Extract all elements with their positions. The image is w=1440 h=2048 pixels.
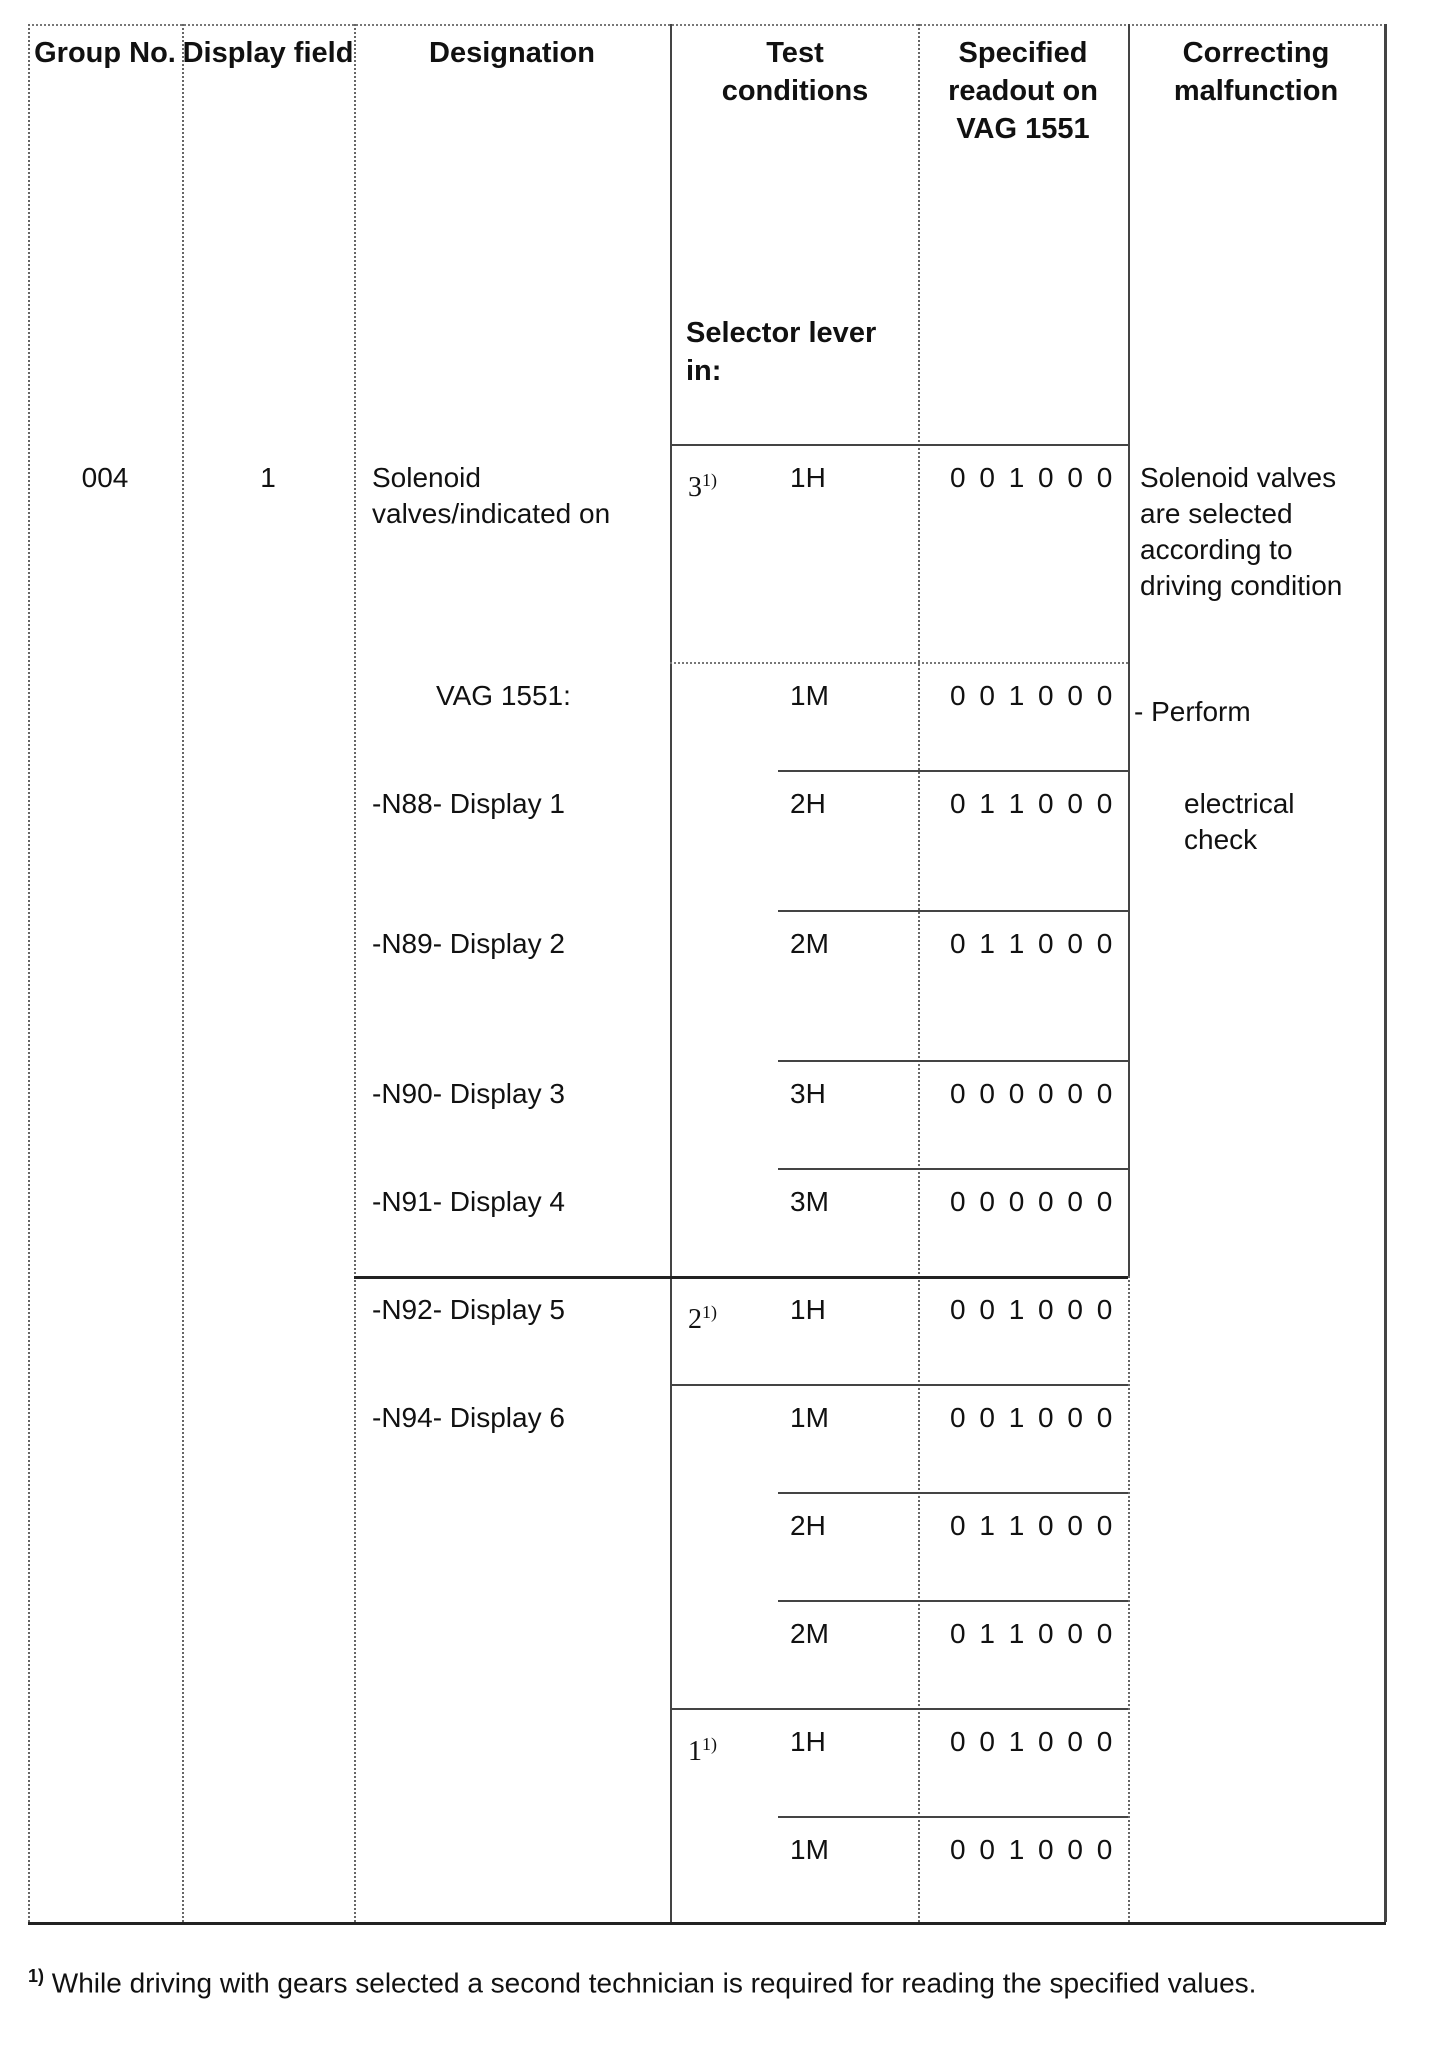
row-divider — [778, 1816, 1128, 1818]
gear-cell: 1M — [790, 680, 829, 711]
column-divider — [354, 24, 356, 1922]
table-bottom-border — [28, 1922, 1386, 1925]
gear-cell: 2M — [790, 1618, 829, 1649]
column-divider — [918, 24, 920, 1922]
readout-cell: 0 0 0 0 0 0 — [950, 1078, 1116, 1109]
selector-position: 2$^{1)}$ — [688, 1302, 717, 1335]
designation-subtitle: VAG 1551: — [436, 680, 571, 711]
gear-cell: 2M — [790, 928, 829, 959]
readout-cell: 0 0 0 0 0 0 — [950, 1186, 1116, 1217]
header-correcting-malfunction: Correcting malfunction — [1173, 37, 1339, 107]
gear-cell: 1H — [790, 1726, 826, 1757]
correcting-description: Solenoid valves are selected according to driving condition — [1140, 462, 1343, 601]
footnote-text: While driving with gears selected a second technician is required for reading the specified values. — [51, 1967, 1257, 1999]
column-divider — [670, 24, 672, 1922]
readout-cell: 0 0 1 0 0 0 — [950, 1834, 1116, 1865]
designation-title: Solenoid valves/indicated on — [372, 462, 611, 529]
readout-cell: 0 1 1 0 0 0 — [950, 788, 1116, 819]
header-test-conditions: Test conditions — [721, 37, 869, 107]
row-divider — [670, 1708, 1128, 1710]
readout-cell: 0 0 1 0 0 0 — [950, 1294, 1116, 1325]
header-designation: Designation — [429, 37, 595, 69]
readout-cell: 0 0 1 0 0 0 — [950, 680, 1116, 711]
readout-cell: 0 0 1 0 0 0 — [950, 1402, 1116, 1433]
row-divider — [778, 770, 1128, 772]
designation-item: -N88- Display 1 — [372, 788, 565, 819]
readout-cell: 0 1 1 0 0 0 — [950, 1618, 1116, 1649]
gear-cell: 1M — [790, 1402, 829, 1433]
row-divider — [670, 662, 1128, 664]
footnote — [28, 1958, 1388, 2001]
readout-cell: 0 0 1 0 0 0 — [950, 462, 1116, 493]
footnote-marker: 1) — [28, 1966, 45, 1986]
designation-item: -N89- Display 2 — [372, 928, 565, 959]
correcting-action-detail: electrical check — [1184, 788, 1295, 855]
selector-position: 3$^{1)}$ — [688, 470, 717, 503]
column-divider — [1128, 24, 1130, 1276]
column-divider — [1128, 1276, 1130, 1922]
gear-cell: 3H — [790, 1078, 826, 1109]
readout-cell: 0 0 1 0 0 0 — [950, 1726, 1116, 1757]
column-divider — [182, 24, 184, 1922]
gear-cell: 1H — [790, 462, 826, 493]
table-top-border — [28, 24, 1386, 26]
selector-position: 1$^{1)}$ — [688, 1734, 717, 1767]
row-divider — [778, 1060, 1128, 1062]
readout-cell: 0 1 1 0 0 0 — [950, 928, 1116, 959]
gear-cell: 2H — [790, 1510, 826, 1541]
designation-item: -N91- Display 4 — [372, 1186, 565, 1217]
table-right-border — [1384, 24, 1387, 1922]
display-field-number: 1 — [260, 462, 276, 493]
group-number: 004 — [81, 462, 129, 493]
header-group-no: Group No. — [34, 37, 176, 69]
row-divider — [778, 1600, 1128, 1602]
row-divider — [670, 1384, 1128, 1386]
row-divider — [778, 1168, 1128, 1170]
gear-cell: 3M — [790, 1186, 829, 1217]
gear-cell: 1H — [790, 1294, 826, 1325]
table-left-border — [28, 24, 30, 1922]
designation-item: -N94- Display 6 — [372, 1402, 565, 1433]
header-specified-readout: Specified readout on VAG 1551 — [948, 37, 1098, 145]
correcting-action: - Perform — [1134, 696, 1251, 727]
designation-item: -N92- Display 5 — [372, 1294, 565, 1325]
row-divider — [670, 444, 1128, 446]
header-selector-lever: Selector lever in: — [686, 317, 877, 387]
row-divider — [354, 1276, 1128, 1279]
row-divider — [778, 910, 1128, 912]
designation-item: -N90- Display 3 — [372, 1078, 565, 1109]
readout-cell: 0 1 1 0 0 0 — [950, 1510, 1116, 1541]
header-display-field: Display field — [182, 37, 354, 69]
gear-cell: 1M — [790, 1834, 829, 1865]
gear-cell: 2H — [790, 788, 826, 819]
row-divider — [778, 1492, 1128, 1494]
